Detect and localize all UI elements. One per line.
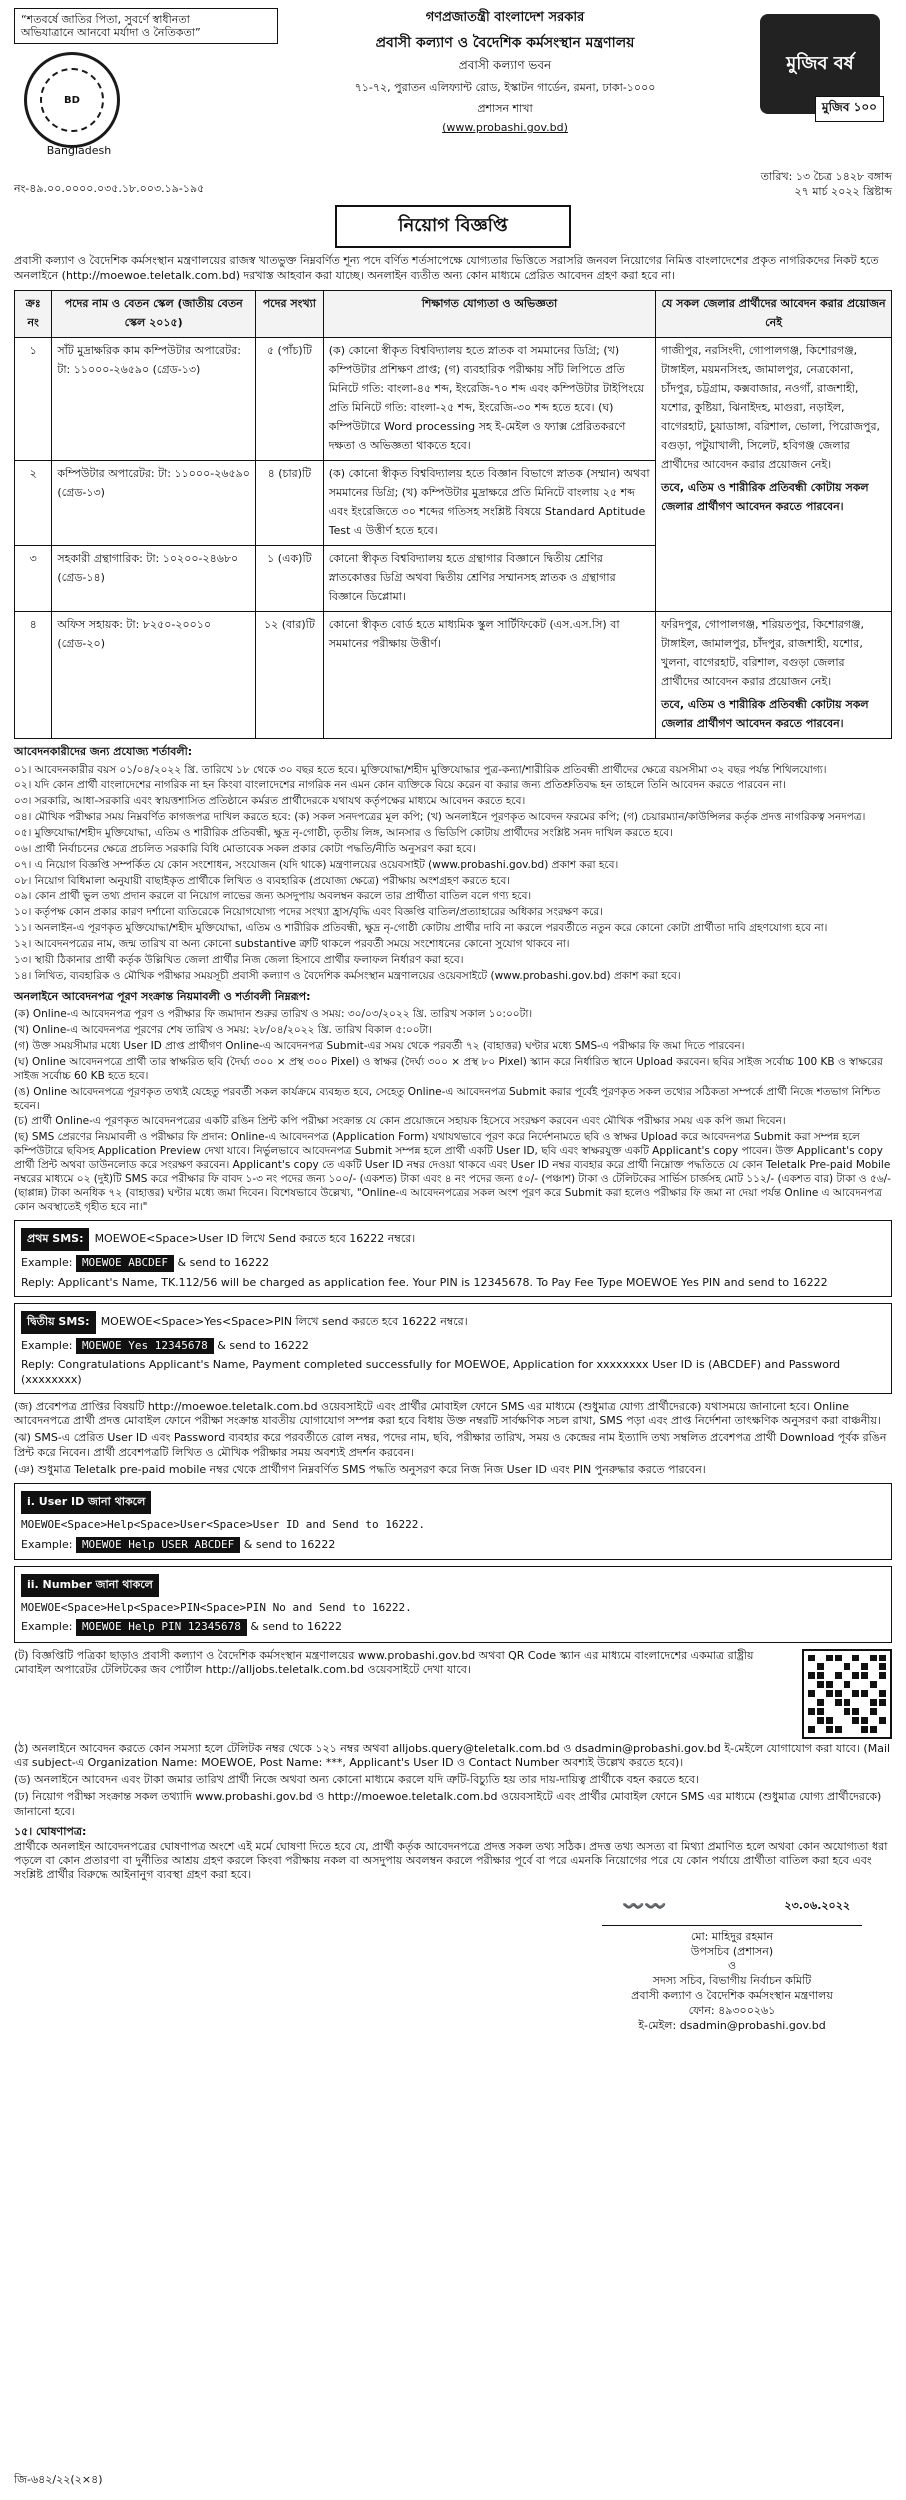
declaration-text: প্রার্থীকে অনলাইন আবেদনপত্রের ঘোষণাপত্র অংশে এই মর্মে ঘোষণা দিতে হবে যে, প্রার্থী কর্তৃক আবেদনপত্রে প্রদত্ত সকল তথ্য সঠিক। প্রদত্ত তথ্য অসত্য বা মিথ্যা প্রমাণিত হলে অথবা কোন অযোগ্যতা ধরা পড়লে বা কোন প্রতারণা বা দুর্নীতির আশ্রয় গ্রহণ করলে কিংবা পরীক্ষায় নকল বা অসদুপায় অবলম্বন করলে পরীক্ষার পূর্বে বা পরে এমনকি নিয়োগের পরে যে কোন পর্যায়ে প্রার্থীতা বাতিল করা হবে এবং সংশ্লিষ্ট প্রার্থীর বিরুদ্ধে আইনানুগ ব্যবস্থা গ্রহণ করা হবে। — [14, 1839, 888, 1882]
qr-code-icon[interactable] — [802, 1649, 892, 1739]
condition-item: ০৬। প্রার্থী নির্বাচনের ক্ষেত্রে প্রচলিত সরকারি বিধি মোতাবেক সকল প্রকার কোটা পদ্ধতি/নীতি অনুসরণ করা হবে। — [14, 842, 476, 855]
memo-number: নং-৪৯.০০.০০০০.০৩৫.১৮.০০৩.১৯-১৯৫ — [14, 181, 205, 195]
online-item: (চ) প্রার্থী Online-এ পূরণকৃত আবেদনপত্রের একটি রঙিন প্রিন্ট কপি পরীক্ষা সংক্রান্ত যে কোন প্রয়োজনে সহায়ক হিসেবে সংরক্ষণ করবেন এবং মৌখিক পরীক্ষার সময় এক কপি জমা দিবেন। — [14, 1115, 786, 1128]
row-qual: কোনো স্বীকৃত বিশ্ববিদ্যালয় হতে গ্রন্থাগার বিজ্ঞানে দ্বিতীয় শ্রেণির স্নাতকোত্তর ডিগ্রি অথবা দ্বিতীয় শ্রেণির সম্মানসহ স্নাতক ও গ্রন্থাগার বিজ্ঞানে ডিপ্লোমা। — [323, 545, 655, 611]
table-header-row — [15, 290, 892, 337]
sms-box-2 — [14, 1303, 892, 1394]
condition-item: ০৯। কোন প্রার্থী ভুল তথ্য প্রদান করলে বা নিয়োগ লাভের জন্য অসদুপায় অবলম্বন করলে তার প্রার্থীতা বাতিল বলে গণ্য হবে। — [14, 890, 532, 903]
condition-item: ০১। আবেদনকারীর বয়স ০১/০৪/২০২২ খ্রি. তারিখে ১৮ থেকে ৩০ বছর হতে হবে। মুক্তিযোদ্ধা/শহীদ মুক্তিযোদ্ধার পুত্র-কন্যা/শারীরিক প্রতিবন্ধী প্রার্থীদের ক্ষেত্রে বয়সসীমা ৩২ বছর পর্যন্ত শিথিলযোগ্য। — [14, 763, 827, 776]
second-sms-label: দ্বিতীয় SMS: — [21, 1311, 96, 1334]
district-note-1b: তবে, এতিম ও শারীরিক প্রতিবন্ধী কোটায় সকল জেলার প্রার্থীগণ আবেদন করতে পারবেন। — [661, 480, 869, 513]
first-sms-reply: Reply: Applicant's Name, TK.112/56 will be charged as application fee. Your PIN is 12345678. To Pay Fee Type MOEWOE Yes PIN and send to 16222 — [21, 1275, 828, 1289]
row-sl: ২ — [15, 460, 52, 545]
declaration-heading: ১৫। ঘোষণাপত্র: — [14, 1825, 87, 1839]
condition-item: ০৭। এ নিয়োগ বিজ্ঞপ্তি সম্পর্কিত যে কোন সংশোধন, সংযোজন (যদি থাকে) মন্ত্রণালয়ের ওয়েবসাইট (www.probashi.gov.bd) প্রকাশ করা হবে। — [14, 858, 619, 871]
condition-item: ১১। অনলাইন-এ পূরণকৃত মুক্তিযোদ্ধা/শহীদ মুক্তিযোদ্ধা, এতিম ও শারীরিক প্রতিবন্ধী, ক্ষুদ্র নৃ-গোষ্ঠী কোটায় প্রার্থীর দাবি না করলে পরবর্তীতে নতুন করে কোনো কোটা প্রার্থীতা দাবি গ্রহণযোগ্য হবে না। — [14, 922, 828, 935]
condition-item: ১৪। লিখিত, ব্যবহারিক ও মৌখিক পরীক্ষার সময়সূচী প্রবাসী কল্যাণ ও বৈদেশিক কর্মসংস্থান মন্ত্রণালয়ের ওয়েবসাইটে (www.probashi.gov.bd) প্রকাশ করা হবে। — [14, 969, 681, 982]
signatory-role: সদস্য সচিব, বিভাগীয় নির্বাচন কমিটি — [652, 1974, 812, 1988]
conditions-heading: আবেদনকারীদের জন্য প্রযোজ্য শর্তাবলী: — [14, 744, 193, 758]
row-post: সহকারী গ্রন্থাগারিক: টা: ১০২০০-২৪৬৮০ (গ্রেড-১৪) — [52, 545, 256, 611]
date-bangla: ১৩ চৈত্র ১৪২৮ বঙ্গাব্দ — [795, 170, 892, 184]
second-sms-reply: Reply: Congratulations Applicant's Name, Payment completed successfully for MOEWOE, Application for xxxxxxxx User ID is (ABCDEF) and Password (xxxxxxxx) — [21, 1358, 841, 1386]
notice-intro: প্রবাসী কল্যাণ ও বৈদেশিক কর্মসংস্থান মন্ত্রণালয়ের রাজস্ব খাতভুক্ত নিম্নবর্ণিত শূন্য পদে বর্ণিত শর্তসাপেক্ষে যোগ্যতার ভিত্তিতে সরাসরি জনবল নিয়োগের নিমিত্ত বাংলাদেশের প্রকৃত নাগরিকদের নিকট হতে অনলাইনে (http://moewoe.teletalk.com.bd) দরখাস্ত আহবান করা যাচ্ছে। অনলাইন ব্যতীত অন্য কোন মাধ্যমে প্রেরিত আবেদন গ্রহণ করা হবে না। — [14, 253, 879, 282]
online-item: (ঙ) Online আবেদনপত্রে পূরণকৃত তথ্যই যেহেতু পরবর্তী সকল কার্যক্রমে ব্যবহৃত হবে, সেহেতু Online-এ আবেদনপত্র Submit করার পূর্বেই পূরণকৃত সকল তথ্যের সঠিকতা সম্পর্কে প্রার্থী নিজে শতভাগ নিশ্চিত হবেন। — [14, 1085, 881, 1112]
first-sms-send: & send to 16222 — [177, 1256, 270, 1270]
signature-icon: 〰️〰️ — [622, 1895, 667, 1917]
row-sl: ৪ — [15, 611, 52, 738]
top-header — [14, 8, 892, 164]
t-row — [14, 1649, 892, 1739]
emblem-icon: BD — [24, 52, 120, 148]
signatory-and: ও — [727, 1959, 737, 1973]
signature-date: ২৩.০৬.২০২২ — [784, 1898, 850, 1912]
online-item: (ক) Online-এ আবেদনপত্র পূরণ ও পরীক্ষার ফি জমাদান শুরুর তারিখ ও সময়: ৩০/০৩/২০২২ খ্রি. তারিখ সকাল ১০:০০টা। — [14, 1008, 533, 1021]
first-sms-label: প্রথম SMS: — [21, 1228, 89, 1251]
userid-example-label: Example: — [21, 1537, 73, 1551]
condition-item: ০৫। মুক্তিযোদ্ধা/শহীদ মুক্তিযোদ্ধা, এতিম ও শারীরিক প্রতিবন্ধী, ক্ষুদ্র নৃ-গোষ্ঠী, তৃতীয় লিঙ্গ, আনসার ও ভিডিপি কোটায় প্রার্থীদের সংশ্লিষ্ট সনদ দাখিল করতে হবে। — [14, 826, 673, 839]
condition-item: ০২। যদি কোন প্রার্থী বাংলাদেশের নাগরিক না হন কিংবা বাংলাদেশের নাগরিক নন এমন কোন ব্যক্তিকে বিয়ে করেন বা করার জন্য প্রতিশ্রুতিবদ্ধ হন তাহলে তিনি আবেদন করতে পারবেন না। — [14, 779, 786, 792]
sms-n: (ঞ) শুধুমাত্র Teletalk pre-paid mobile নম্বর থেকে প্রার্থীগণ নিম্নবর্ণিত SMS পদ্ধতি অনুসরণ করে নিজ নিজ User ID এবং PIN পুনরুদ্ধার করতে পারবেন। — [14, 1463, 706, 1477]
condition-item: ১০। কর্তৃপক্ষ কোন প্রকার কারণ দর্শানো ব্যতিরেকে নিয়োগযোগ্য পদের সংখ্যা হ্রাস/বৃদ্ধি এবং বিজ্ঞপ্তি বাতিল/প্রত্যাহারের অধিকার সংরক্ষণ করে। — [14, 906, 603, 919]
sms-j: (জ) প্রবেশপত্র প্রাপ্তির বিষয়টি http://moewoe.teletalk.com.bd ওয়েবসাইটে এবং প্রার্থীর মোবাইল ফোনে SMS এর মাধ্যমে (শুধুমাত্র যোগ্য প্রার্থীদেরকে) যথাসময়ে জানানো হবে। Online আবেদনপত্রে প্রার্থী প্রদত্ত মোবাইল ফোনে পরীক্ষা সংক্রান্ত যাবতীয় যোগাযোগ সম্পন্ন করা হবে বিধায় উক্ত নম্বরটি সার্বক্ষণিক সচল রাখা, SMS পড়া এবং প্রাপ্ত নির্দেশনা তাৎক্ষণিক অনুসরণ করা বাঞ্চনীয়। — [14, 1399, 881, 1428]
row-count: ১২ (বার)টি — [256, 611, 324, 738]
userid-help-box — [14, 1483, 892, 1560]
sms-t: (ট) বিজ্ঞপ্তিটি পত্রিকা ছাড়াও প্রবাসী কল্যাণ ও বৈদেশিক কর্মসংস্থান মন্ত্রণালয়ের www.probashi.gov.bd অথবা QR Code স্ক্যান এর মাধ্যমে বাংলাদেশের একমাত্র রাষ্ট্রীয় মোবাইল অপারেটর টেলিটকের জব পোর্টাল http://alljobs.teletalk.com.bd ওয়েবসাইটে দেখা যাবে। — [14, 1648, 754, 1676]
header-post: পদের নাম ও বেতন স্কেল (জাতীয় বেতন স্কেল ২০১৫) — [52, 290, 256, 337]
district-note-2 — [656, 611, 892, 738]
signature-line — [602, 1891, 862, 1926]
condition-item: ১৩। স্থায়ী ঠিকানার প্রার্থী কর্তৃক উল্লিখিত জেলা প্রার্থীর নিজ জেলা হিসাবে প্রার্থীর ফলাফল নির্ধারণ করা হবে। — [14, 953, 464, 966]
online-heading: অনলাইনে আবেদনপত্র পূরণ সংক্রান্ত নিয়মাবলী ও শর্তাবলী নিম্নরূপ: — [14, 989, 311, 1003]
row-post: অফিস সহায়ক: টা: ৮২৫০-২০০১০ (গ্রেড-২০) — [52, 611, 256, 738]
pin-help-box — [14, 1566, 892, 1643]
logo-label: Bangladesh — [46, 144, 112, 158]
header-qual: শিক্ষাগত যোগ্যতা ও অভিজ্ঞতা — [323, 290, 655, 337]
sms-jh: (ঝ) SMS-এ প্রেরিত User ID এবং Password ব্যবহার করে পরবর্তীতে রোল নম্বর, পদের নাম, ছবি, পরীক্ষার তারিখ, সময় ও কেন্দ্রের নাম ইত্যাদি তথ্য সম্বলিত প্রবেশপত্র প্রার্থী Download পূর্বক রঙিন প্রিন্ট করে নিবেন। প্রার্থী প্রবেশপত্রটি লিখিত ও মৌখিক পরীক্ষার সময় অবশ্যই প্রদর্শন করবেন। — [14, 1431, 887, 1459]
gov-line-2: প্রবাসী কল্যাণ ও বৈদেশিক কর্মসংস্থান মন্ত্রণালয় — [375, 35, 635, 51]
pin-example: MOEWOE Help PIN 12345678 — [76, 1619, 247, 1635]
gov-line-1: গণপ্রজাতন্ত্রী বাংলাদেশ সরকার — [425, 10, 585, 25]
first-sms-example: MOEWOE ABCDEF — [76, 1255, 174, 1271]
mujib-badge: মুজিব ১০০ — [815, 96, 884, 122]
signatory-phone: ফোন: ৪৯৩০০২৬১ — [688, 2004, 776, 2017]
gov-line-5: প্রশাসন শাখা — [477, 102, 533, 115]
online-item: (ছ) SMS প্রেরণের নিয়মাবলী ও পরীক্ষার ফি প্রদান: Online-এ আবেদনপত্র (Application Form) যথাযথভাবে পূরণ করে নির্দেশনামতে ছবি ও স্বাক্ষর Upload করে আবেদনপত্র Submit করা সম্পন্ন হলে কম্পিউটারে ছবিসহ Application Preview দেখা যাবে। নির্ভুলভাবে আবেদনপত্র Submit সম্পন্ন হলে প্রার্থী একটি User ID, ছবি এবং স্বাক্ষরযুক্ত একটি Applicant's copy পাবেন। উক্ত Applicant's copy প্রার্থী প্রিন্ট অথবা ডাউনলোড করে সংরক্ষণ করবেন। Applicant's copy তে একটি User ID নম্বর দেওয়া থাকবে এবং User ID নম্বর ব্যবহার করে প্রার্থী নিম্নোক্ত পদ্ধতিতে যে কোন Teletalk Pre-paid Mobile নম্বরের মাধ্যমে ০২ (দুই)টি SMS করে পরীক্ষার ফি বাবদ ১-৩ নং পদের জন্য ১০০/- (একশত) টাকা এবং ৪ নং পদের জন্য ৫০/- (পঞ্চাশ) টাকা ও টেলিটকের সার্ভিস চার্জসহ মোট ১১২/- (একশত বার) টাকা ও ৫৬/- (ছাপ্পান্ন) টাকা অনধিক ৭২ (বাহাত্তর) ঘণ্টার মধ্যে জমা দিবেন। বিশেষভাবে উল্লেখ্য, "Online-এ আবেদনপত্রের সকল অংশ পূরণ করে Submit করা হলেও পরীক্ষার ফি জমা না দেয়া পর্যন্ত Online এ আবেদনপত্র কোন অবস্থাতেই গৃহীত হবে না।" — [14, 1131, 891, 1213]
slogan-text: “শতবর্ষে জাতির পিতা, সুবর্ণে স্বাধীনতা অভিযাত্রানে আনবো মর্যাদা ও নৈতিকতা” — [21, 13, 201, 40]
second-sms-example: MOEWOE Yes 12345678 — [76, 1338, 214, 1354]
userid-example: MOEWOE Help USER ABCDEF — [76, 1537, 240, 1553]
sms-dh: (ঢ) নিয়োগ পরীক্ষা সংক্রান্ত সকল তথ্যাদি www.probashi.gov.bd ও http://moewoe.teletalk.com.bd ওয়েবসাইটে এবং প্রার্থীর মোবাইল ফোনে SMS এর মাধ্যমে (শুধুমাত্র যোগ্য প্রার্থীদেরকে) জানানো হবে। — [14, 1790, 882, 1818]
online-list — [14, 1008, 892, 1214]
pin-help-label: ii. Number জানা থাকলে — [21, 1574, 159, 1597]
userid-help-label: i. User ID জানা থাকলে — [21, 1491, 151, 1514]
online-item: (গ) উক্ত সময়সীমার মধ্যে User ID প্রাপ্ত প্রার্থীগণ Online-এ আবেদনপত্র Submit-এর সময় থেকে পরবর্তী ৭২ (বাহাত্তর) ঘণ্টার মধ্যে SMS-এ পরীক্ষার ফি জমা দিতে পারবেন। — [14, 1040, 745, 1053]
district-note-1 — [656, 337, 892, 611]
sms-box-1 — [14, 1220, 892, 1297]
condition-item: ০৩। সরকারি, আধা-সরকারি এবং স্বায়ত্তশাসিত প্রতিষ্ঠানে কর্মরত প্রার্থীদেরকে যথাযথ কর্তৃপক্ষের মাধ্যমে আবেদন করতে হবে। — [14, 795, 526, 808]
header-district: যে সকল জেলার প্রার্থীদের আবেদন করার প্রয়োজন নেই — [656, 290, 892, 337]
row-sl: ৩ — [15, 545, 52, 611]
userid-help-format: MOEWOE<Space>Help<Space>User<Space>User ID and Send to 16222. — [21, 1518, 425, 1532]
conditions-list — [14, 764, 892, 984]
notice-title: নিয়োগ বিজ্ঞপ্তি — [335, 205, 571, 248]
mujib-text: মুজিব বর্ষ — [786, 52, 854, 74]
district-note-1-text: গাজীপুর, নরসিংদী, গোপালগঞ্জ, কিশোরগঞ্জ, টাঙ্গাইল, ময়মনসিংহ, জামালপুর, নেত্রকোনা, চাঁদপুর, চট্টগ্রাম, কক্সবাজার, নওগাঁ, রাজশাহী, যশোর, কুষ্টিয়া, ঝিনাইদহ, মাগুরা, নড়াইল, বাগেরহাট, চুয়াডাঙ্গা, বরিশাল, ভোলা, পিরোজপুর, বগুড়া, পটুয়াখালী, সিলেট, হবিগঞ্জ জেলার প্রার্থীদের আবেদন করার প্রয়োজন নেই। — [661, 343, 881, 471]
row-qual: (ক) কোনো স্বীকৃত বিশ্ববিদ্যালয় হতে বিজ্ঞান বিভাগে স্নাতক (সম্মান) অথবা সমমানের ডিগ্রি; (খ) কম্পিউটার মুদ্রাক্ষরে প্রতি মিনিটে বাংলায় ২৫ শব্দ এবং ইংরেজিতে ৩০ শব্দের গতিসহ সংশ্লিষ্ট বিষয়ে Standard Aptitude Test এ উত্তীর্ণ হতে হবে। — [323, 460, 655, 545]
second-sms-send: & send to 16222 — [217, 1339, 309, 1352]
date-block — [761, 170, 892, 199]
gov-website[interactable]: (www.probashi.gov.bd) — [442, 121, 568, 134]
pin-example-label: Example: — [21, 1620, 73, 1634]
date-label: তারিখ: — [760, 170, 793, 184]
memo-line — [14, 170, 892, 199]
mujib-logo — [732, 8, 892, 128]
userid-send: & send to 16222 — [243, 1537, 336, 1551]
sms-th: (ঠ) অনলাইনে আবেদন করতে কোন সমস্যা হলে টেলিটক নম্বর থেকে ১২১ নম্বর অথবা alljobs.query@teletalk.com.bd ও dsadmin@probashi.gov.bd ই-মেইলে যোগাযোগ করা যাবে। (Mail এর subject-এ Organization Name: MOEWOE, Post Name: ***, Applicant's User ID ও Contact Number অবশ্যই উল্লেখ করতে হবে)। — [14, 1741, 891, 1769]
sms-d: (ড) অনলাইনে আবেদন এবং টাকা জমার তারিখ প্রার্থী নিজে অথবা অন্য কোনো মাধ্যমে করলে যদি ত্রুটি-বিচ্যুতি হয় তার দায়-দায়িত্ব প্রার্থীকে বহন করতে হবে। — [14, 1773, 699, 1787]
gov-line-4: ৭১-৭২, পুরাতন এলিফ্যান্ট রোড, ইস্কাটন গার্ডেন, রমনা, ঢাকা-১০০০ — [354, 81, 656, 94]
online-item: (খ) Online-এ আবেদনপত্র পূরণের শেষ তারিখ ও সময়: ২৮/০৪/২০২২ খ্রি. তারিখ বিকাল ৫:০০টা। — [14, 1024, 433, 1037]
slogan-box — [14, 8, 278, 44]
district-note-2b: তবে, এতিম ও শারীরিক প্রতিবন্ধী কোটায় সকল জেলার প্রার্থীগণ আবেদন করতে পারবেন। — [661, 697, 869, 730]
row-qual: (ক) কোনো স্বীকৃত বিশ্ববিদ্যালয় হতে স্নাতক বা সমমানের ডিগ্রি; (খ) কম্পিউটার প্রশিক্ষণ প্রাপ্ত; (গ) ব্যবহারিক পরীক্ষায় সাঁট লিপিতে প্রতি মিনিটে গতি: বাংলা-৪৫ শব্দ, ইংরেজি-৭০ শব্দ এবং কম্পিউটার টাইপিংয়ে প্রতি মিনিটে গতি: বাংলা-২৫ শব্দ, ইংরেজি-৩০ শব্দ হতে হবে। (ঘ) কম্পিউটারে Word processing সহ ই-মেইল ও ফ্যাক্স প্রেরিতকরণে দক্ষতা ও অভিজ্ঞতা থাকতে হবে। — [323, 337, 655, 460]
online-item: (ঘ) Online আবেদনপত্রে প্রার্থী তার স্বাক্ষরিত ছবি (দৈর্ঘ্য ৩০০ × প্রস্থ ৩০০ Pixel) ও স্বাক্ষর (দৈর্ঘ্য ৩০০ × প্রস্থ ৮০ Pixel) স্ক্যান করে নির্ধারিত স্থানে Upload করবেন। ছবির সাইজ সর্বোচ্চ 100 KB ও স্বাক্ষরের সাইজ সর্বোচ্চ 60 KB হতে হবে। — [14, 1055, 883, 1082]
pin-send: & send to 16222 — [250, 1620, 342, 1634]
ministry-logo — [14, 44, 144, 164]
row-qual: কোনো স্বীকৃত বোর্ড হতে মাধ্যমিক স্কুল সার্টিফিকেট (এস.এস.সি) বা সমমানের পরীক্ষায় উত্তীর্ণ। — [323, 611, 655, 738]
date-english: ২৭ মার্চ ২০২২ খ্রিষ্টাব্দ — [794, 184, 892, 198]
row-post: সাঁট মুদ্রাক্ষরিক কাম কম্পিউটার অপারেটর: টা: ১১০০০-২৬৫৯০ (গ্রেড-১৩) — [52, 337, 256, 460]
signature-block — [572, 1891, 892, 2034]
footer-code: জি-৬৪২/২২(২×৪) — [14, 2473, 103, 2486]
gov-line-3: প্রবাসী কল্যাণ ভবন — [458, 58, 552, 72]
first-sms-format: MOEWOE<Space>User ID লিখে Send করতে হবে 16222 নম্বরে। — [94, 1232, 416, 1246]
table-row — [15, 611, 892, 738]
vacancy-table — [14, 290, 892, 739]
signatory-designation: উপসচিব (প্রশাসন) — [690, 1944, 774, 1958]
table-row — [15, 337, 892, 460]
row-post: কম্পিউটার অপারেটর: টা: ১১০০০-২৬৫৯০ (গ্রেড-১৩) — [52, 460, 256, 545]
row-count: ১ (এক)টি — [256, 545, 324, 611]
second-sms-format: MOEWOE<Space>Yes<Space>PIN লিখে send করতে হবে 16222 নম্বরে। — [100, 1315, 468, 1328]
header-sl: ক্রঃ নং — [15, 290, 52, 337]
row-sl: ১ — [15, 337, 52, 460]
signatory-name: মো: মাহিদুর রহমান — [690, 1929, 774, 1943]
signatory-ministry: প্রবাসী কল্যাণ ও বৈদেশিক কর্মসংস্থান মন্ত্রণালয় — [631, 1989, 833, 2003]
condition-item: ০৮। নিয়োগ বিধিমালা অনুযায়ী বাছাইকৃত প্রার্থীকে লিখিত ও ব্যবহারিক (প্রযোজ্য ক্ষেত্রে) পরীক্ষায় অংশগ্রহণ করতে হবে। — [14, 874, 511, 887]
first-sms-example-label: Example: — [21, 1256, 73, 1270]
pin-help-format: MOEWOE<Space>Help<Space>PIN<Space>PIN No and Send to 16222. — [21, 1600, 412, 1614]
condition-item: ০৪। মৌখিক পরীক্ষার সময় নিম্নবর্ণিত কাগজপত্র দাখিল করতে হবে: (ক) সকল সনদপত্রের মূল কপি; (খ) অনলাইনে পূরণকৃত আবেদন ফরমের কপি; (গ) চেয়ারম্যান/কাউন্সিলর কর্তৃক প্রদত্ত নাগরিকত্ব সনদপত্র। — [14, 811, 866, 824]
government-heading — [290, 8, 720, 134]
row-count: ৪ (চার)টি — [256, 460, 324, 545]
header-count: পদের সংখ্যা — [256, 290, 324, 337]
second-sms-example-label: Example: — [21, 1339, 73, 1352]
district-note-2-text: ফরিদপুর, গোপালগঞ্জ, শরিয়তপুর, কিশোরগঞ্জ, টাঙ্গাইল, জামালপুর, চাঁদপুর, রাজশাহী, যশোর, খুলনা, বাগেরহাট, বরিশাল, বগুড়া জেলার প্রার্থীদের আবেদন করার প্রয়োজন নেই। — [661, 617, 865, 688]
signatory-email[interactable]: ই-মেইল: dsadmin@probashi.gov.bd — [638, 2018, 826, 2032]
condition-item: ১২। আবেদনপত্রের নাম, জন্ম তারিখ বা অন্য কোনো substantive ত্রুটি থাকলে পরবর্তী সময়ে সংশোধনের কোনো সুযোগ থাকবে না। — [14, 937, 570, 950]
row-count: ৫ (পাঁচ)টি — [256, 337, 324, 460]
